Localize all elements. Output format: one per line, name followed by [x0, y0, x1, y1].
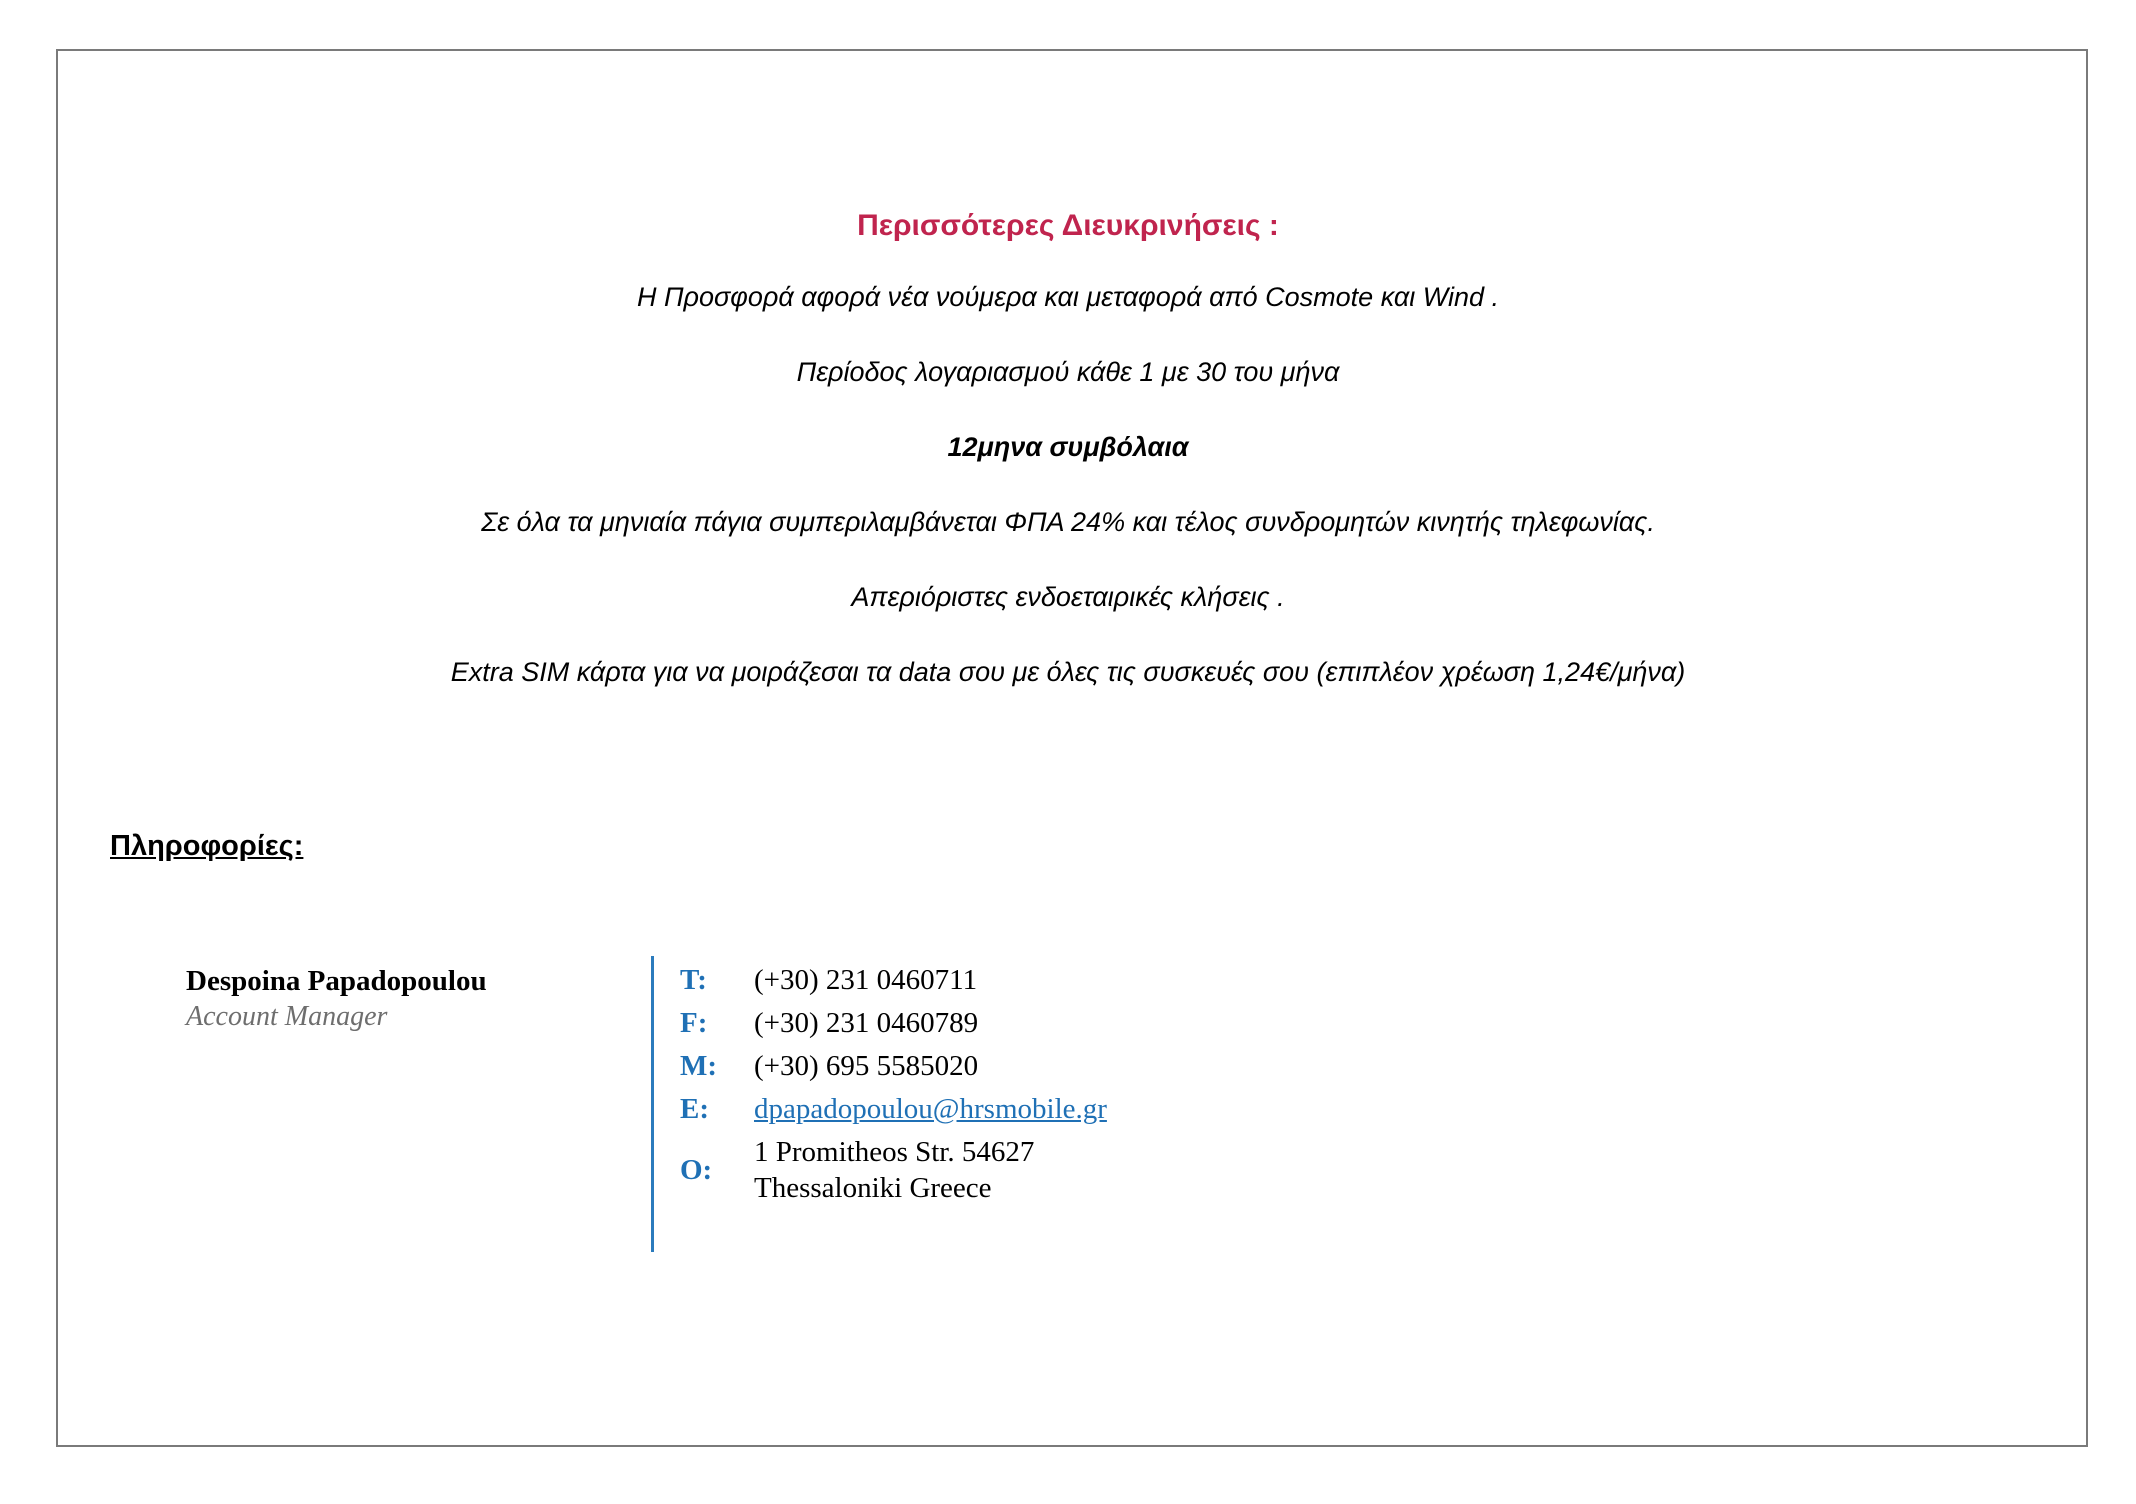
contact-key-fax: F: [680, 1007, 708, 1039]
email-link[interactable]: dpapadopoulou@hrsmobile.gr [754, 1093, 1107, 1125]
info-heading: Πληροφορίες: [110, 830, 304, 862]
clarification-line-contracts: 12μηνα συμβόλαια [947, 432, 1189, 462]
contact-key-telephone: T: [680, 964, 707, 996]
signature-role: Account Manager [186, 1001, 388, 1032]
contact-value-telephone: (+30) 231 0460711 [754, 964, 978, 996]
clarification-line-new-numbers: Η Προσφορά αφορά νέα νούμερα και μεταφορά από Cosmote και Wind . [636, 282, 1500, 312]
contact-key-office: O: [680, 1154, 713, 1186]
page-frame [56, 49, 2088, 1447]
contact-key-email: E: [680, 1093, 709, 1125]
contact-value-office-street: 1 Promitheos Str. 54627 [754, 1136, 1035, 1168]
clarification-line-extra-sim: Extra SIM κάρτα για να μοιράζεσαι τα data σου με όλες τις συσκευές σου (επιπλέον χρέωση 1,24€/μήνα) [450, 657, 1686, 687]
contact-value-fax: (+30) 231 0460789 [754, 1007, 979, 1039]
clarification-line-billing-period: Περίοδος λογαριασμού κάθε 1 με 30 του μήνα [796, 357, 1340, 387]
clarification-line-vat: Σε όλα τα μηνιαία πάγια συμπεριλαμβάνεται ΦΠΑ 24% και τέλος συνδρομητών κινητής τηλεφωνίας. [481, 507, 1655, 537]
signature-name: Despoina Papadopoulou [186, 965, 487, 997]
contact-value-office-city: Thessaloniki Greece [754, 1172, 992, 1204]
signature-divider [651, 956, 654, 1252]
clarification-line-unlimited-calls: Απεριόριστες ενδοεταιρικές κλήσεις . [851, 582, 1285, 612]
clarifications-title: Περισσότερες Διευκρινήσεις : [857, 209, 1279, 242]
contact-key-mobile: M: [680, 1050, 718, 1082]
contact-value-mobile: (+30) 695 5585020 [754, 1050, 979, 1082]
